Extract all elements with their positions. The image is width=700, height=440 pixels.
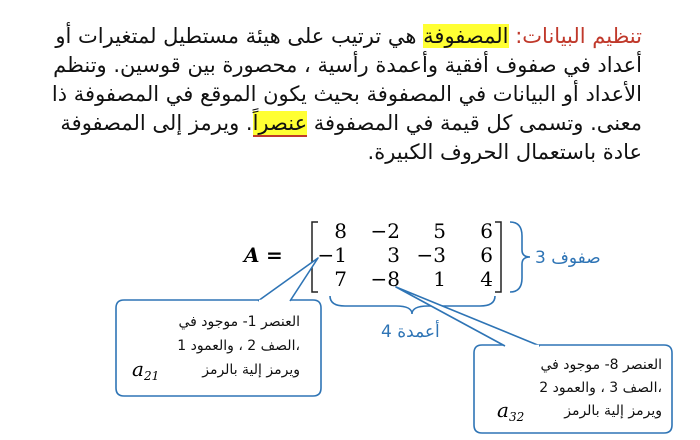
term-element: عنصراً	[252, 111, 308, 135]
matrix-entries	[318, 219, 493, 291]
matrix-entry: −2	[370, 219, 400, 243]
matrix-entry: 3	[387, 243, 400, 267]
callout-1-line-2: الصف 2 ، والعمود 1،	[177, 338, 300, 354]
symbol-subscript: 32	[508, 410, 525, 424]
matrix-entry: 1	[433, 267, 446, 291]
symbol-subscript: 21	[143, 369, 160, 383]
matrix-entry: 6	[480, 243, 493, 267]
matrix-entry: 8	[334, 219, 347, 243]
callout-2-line-1: العنصر 8- موجود في	[540, 357, 662, 373]
symbol-letter: a	[497, 398, 509, 422]
matrix-name: A	[244, 243, 260, 267]
callout-2-line-3: ويرمز إلية بالرمز	[564, 403, 662, 419]
callout-1-line-1: العنصر 1- موجود في	[178, 314, 300, 330]
matrix-entry: 5	[433, 219, 446, 243]
definition-text-end: . ويرمز إلى المصفوفة عادة باستعمال الحروف الكبيرة.	[60, 111, 642, 164]
equals-sign: =	[266, 243, 283, 267]
matrix-entry: 7	[334, 267, 347, 291]
section-title: تنظيم البيانات:	[515, 24, 642, 48]
term-matrix: المصفوفة	[423, 24, 509, 48]
matrix-entry: −3	[416, 243, 446, 267]
matrix-entry: 4	[480, 267, 493, 291]
symbol-letter: a	[132, 357, 144, 381]
matrix-entry: 6	[480, 219, 493, 243]
columns-label: 4 أعمدة	[381, 322, 440, 342]
callout-2-line-2: الصف 3 ، والعمود 2،	[539, 380, 662, 396]
definition-text: هي ترتيب على هيئة مستطيل لمتغيرات أو أعداد في صفوف أفقية وأعمدة رأسية ، محصورة بين قوسين. وتنظم الأعداد أو البيانات في المصفوفة بحيث يكون الموقع في المصفوفة ذا معنى. وتسمى كل قيمة في المصفوفة	[51, 24, 642, 135]
matrix-entry: −8	[370, 267, 400, 291]
matrix-entry: −1	[317, 243, 347, 267]
columns-brace	[330, 296, 495, 314]
rows-label: 3 صفوف	[535, 248, 601, 268]
right-bracket	[495, 222, 501, 292]
callout-1-line-3: ويرمز إلية بالرمز	[202, 362, 300, 378]
rows-brace	[510, 222, 530, 292]
